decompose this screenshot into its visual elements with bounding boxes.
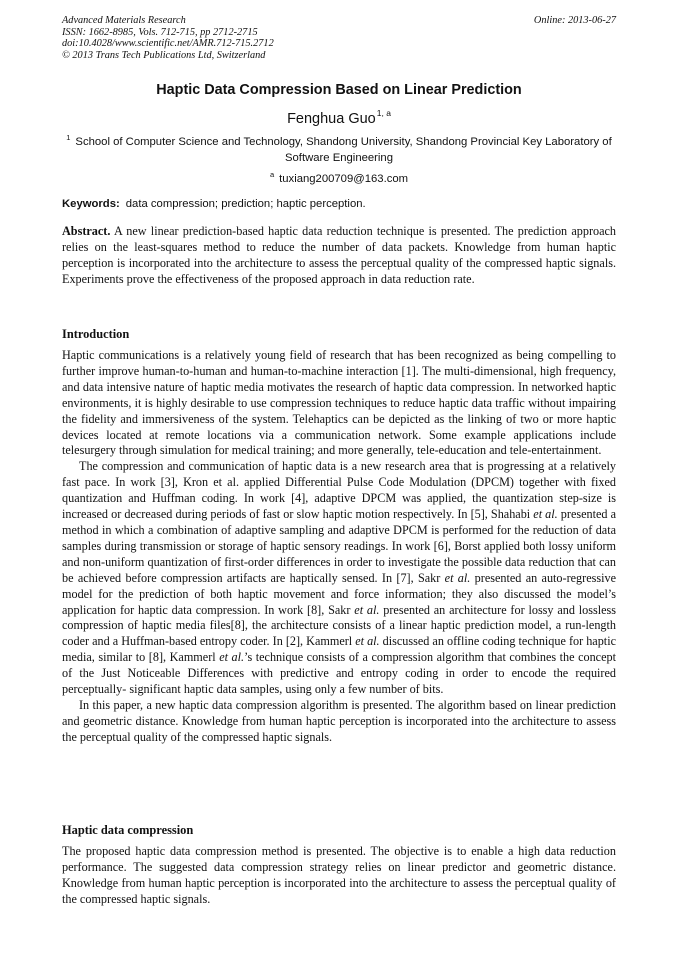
intro-paragraph-2 xyxy=(62,459,616,698)
paper-title: Haptic Data Compression Based on Linear Prediction xyxy=(156,82,522,98)
issn-line: ISSN: 1662-8985, Vols. 712-715, pp 2712-2715 xyxy=(62,26,258,38)
copyright-line: © 2013 Trans Tech Publications Ltd, Switzerland xyxy=(62,49,266,61)
intro-p2-segment: ’s technique consists of a compression algorithm that combines the concept of the Just Noticeable Differences with predictive and entropy coding in order to encode the required perceptually- significant haptic data samples, using only a few number of bits. xyxy=(62,650,616,697)
intro-p2-segment: presented an architecture for lossy and lossless compression of haptic media files[8], the architecture consists of a linear haptic prediction model, a run-length coder and a Huffman-based entropy coder. In [2], Kammerl xyxy=(62,602,617,649)
intro-paragraph-3: In this paper, a new haptic data compression algorithm is presented. The algorithm based on linear prediction and geometric distance. Knowledge from human haptic perception is incorporated into the architecture to assess the perceptual quality of the compressed haptic signals. xyxy=(62,697,616,744)
affiliation-text: School of Computer Science and Technology, Shandong University, Shandong Provincial Key Laboratory of Software Engineering xyxy=(75,136,612,164)
introduction-body xyxy=(62,348,616,746)
intro-p2-segment: discussed an offline coding technique for haptic media, similar to [8], Kammerl xyxy=(62,634,616,665)
keywords xyxy=(62,196,616,212)
intro-p2-segment: The compression and communication of haptic data is a new research area that is progressing at a relatively fast pace. In work [3], Kron et al. applied Differential Pulse Code Modulation (DPCM) together with fixed quantization and Huffman coding. In work [4], adaptive DPCM was applied, the quantization step-size is increased or decreased during periods of fast or slow haptic motion respectively. In [5], Shahabi xyxy=(62,459,616,522)
affiliation-superscript: 1 xyxy=(66,133,71,142)
intro-paragraph-1: Haptic communications is a relatively young field of research that has been recognized as being compelling to further improve human-to-human and human-to-machine interaction [1]. The multi-dimensional, high frequency, and data intensive nature of haptic media motivates the research of haptic data compression. In networked haptic environments, it is highly desirable to use compression techniques to reduce haptic data traffic without impairing the fidelity and immersiveness of the system. Telehaptics can be depicted as the linking of two or more haptic devices located at remote locations via a communication network. Some example applications include telesurgery through simulation for medical training; and more generally, tele-education and tele-entertainment. xyxy=(62,348,616,458)
keywords-text: data compression; prediction; haptic perception. xyxy=(125,198,366,210)
keywords-label: Keywords: xyxy=(62,198,120,210)
online-date: Online: 2013-06-27 xyxy=(533,15,616,26)
email-address[interactable]: tuxiang200709@163.com xyxy=(279,173,409,185)
et-al: et al. xyxy=(354,602,380,617)
section-heading-haptic-data-compression: Haptic data compression xyxy=(62,823,194,837)
section-heading-introduction: Introduction xyxy=(62,327,130,341)
haptic-data-compression-body xyxy=(62,844,616,908)
doi-line: doi:10.4028/www.scientific.net/AMR.712-715.2712 xyxy=(62,38,274,50)
author-line xyxy=(0,104,678,128)
email-superscript: a xyxy=(269,170,275,179)
et-al: et al. xyxy=(533,507,558,522)
affiliation xyxy=(62,130,616,166)
email-line xyxy=(0,167,678,187)
intro-p2-segment: presented a method in which a combination of adaptive sampling and adaptive DPCM is performed for the reduction of data samples during transmission or storage of haptic sensory readings. In work [6], Borst applied both lossy uniform and non-uniform quantization of first-order differences in order to investigate the possible data reduction that can be achieved before compression artifacts are haptically sensed. In [7], Sakr xyxy=(62,507,617,585)
journal-header xyxy=(62,15,616,61)
abstract xyxy=(62,224,616,288)
abstract-label: Abstract. xyxy=(62,224,111,238)
et-al: et al. xyxy=(444,570,471,585)
author-name: Fenghua Guo xyxy=(287,111,376,127)
abstract-text: A new linear prediction-based haptic data reduction technique is presented. The prediction approach relies on the least-squares method to reduce the number of data packets. Knowledge from human haptic perception is incorporated into the architecture to assess the perceptual quality of the compressed haptic signals. Experiments prove the effectiveness of the proposed approach in data reduction rate. xyxy=(62,224,617,286)
journal-name: Advanced Materials Research xyxy=(62,15,186,26)
et-al: et al. xyxy=(219,650,245,665)
intro-p2-segment: presented an auto-regressive model for the prediction of both haptic movement and force information; they also discussed the model’s application for haptic data compression. In work [8], Sakr xyxy=(62,570,616,617)
et-al: et al. xyxy=(355,634,380,649)
hdc-paragraph-1: The proposed haptic data compression method is presented. The objective is to enable a high data reduction performance. The suggested data compression strategy relies on linear predictor and geometric distance. Knowledge from human haptic perception is incorporated into the architecture to assess the perceptual quality of the compressed haptic signals. xyxy=(62,844,616,906)
author-superscript: 1, a xyxy=(376,108,391,118)
